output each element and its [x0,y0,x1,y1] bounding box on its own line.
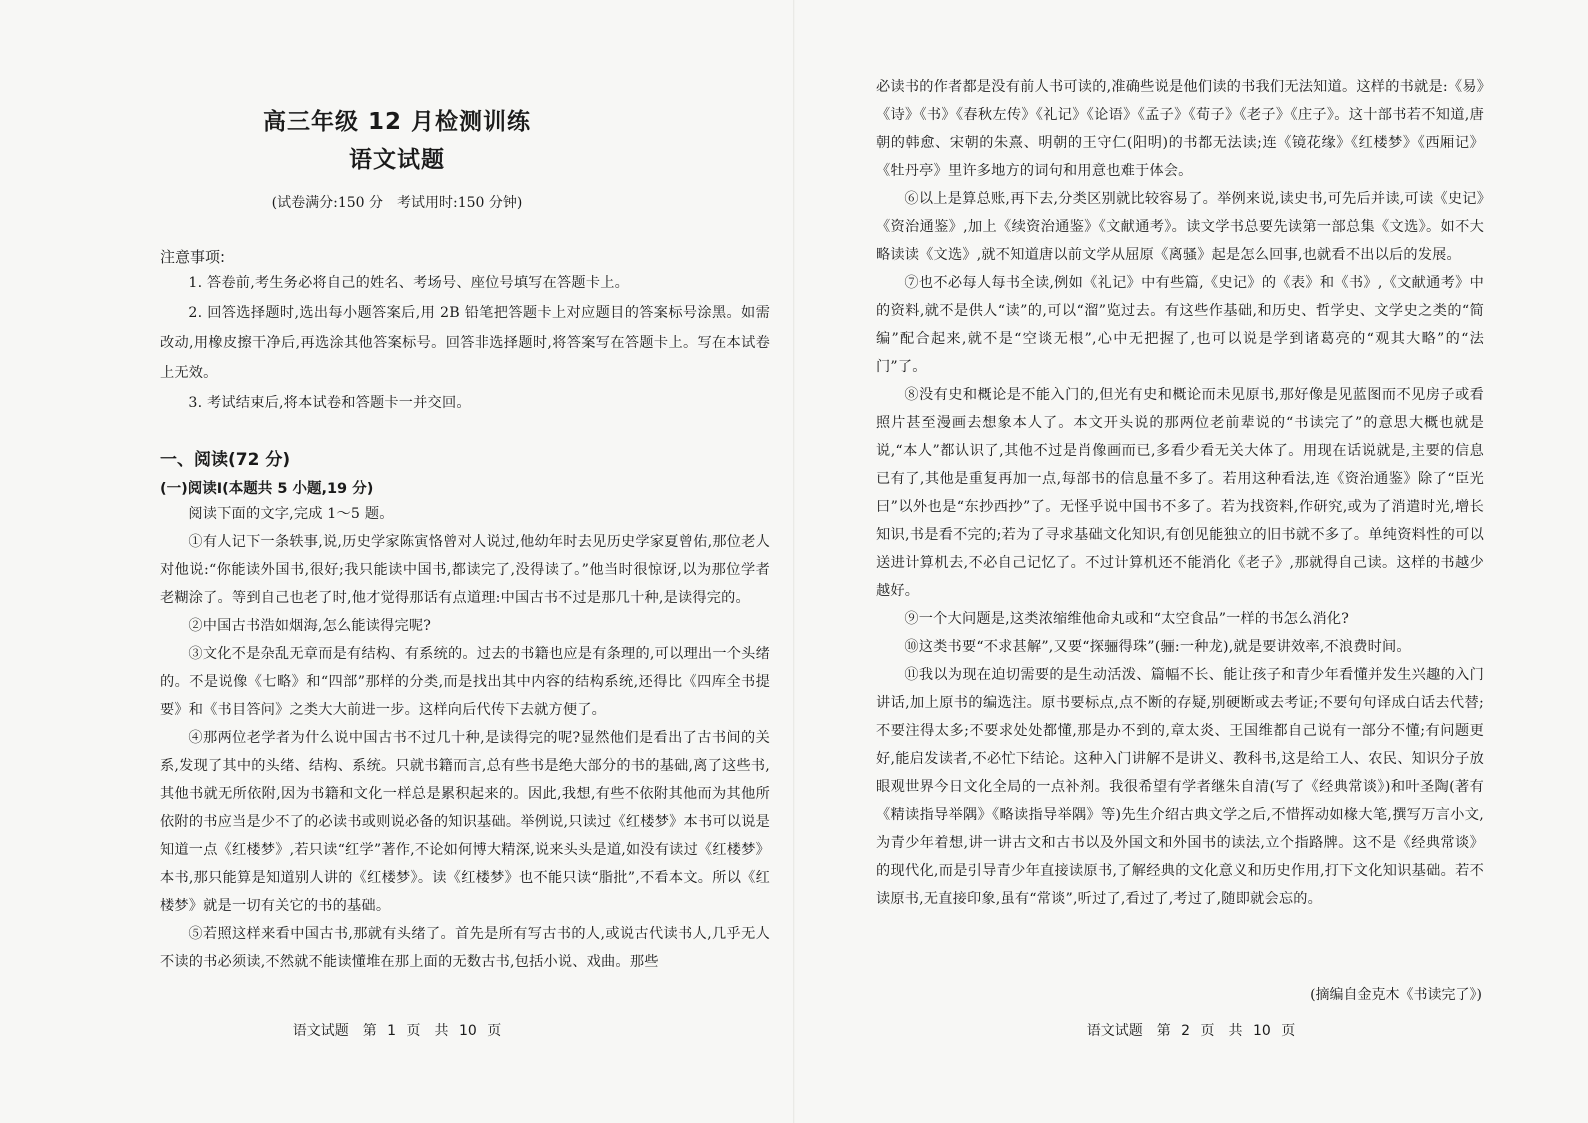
passage-paragraph: ⑪我以为现在迫切需要的是生动活泼、篇幅不长、能让孩子和青少年看懂并发生兴趣的入门讲话,加上原书的编选注。原书要标点,点不断的存疑,别硬断或去考证;不要句句译成白话去代替;不要注得太多;不要求处处都懂,那是办不到的,章太炎、王国维都自己说有一部分不懂;有问题更好,能启发读者,不必忙下结论。这种入门讲解不是讲义、教科书,这是给工人、农民、知识分子放眼观世界今日文化全局的一点补剂。我很希望有学者继朱自清(写了《经典常谈》)和叶圣陶(著有《精读指导举隅》《略读指导举隅》等)先生介绍古典文学之后,不惜挥动如椽大笔,撰写万言小文,为青少年着想,讲一讲古文和古书以及外国文和外国书的读法,立个指路牌。这不是《经典常谈》的现代化,而是引导青少年直接读原书,了解经典的文化意义和历史作用,打下文化知识基础。若不读原书,无直接印象,虽有“常谈”,听过了,看过了,考过了,随即就会忘的。 [876,667,1484,907]
notice-title: 注意事项: [160,248,226,266]
section-title: 一、阅读(72 分) [160,450,291,470]
notice-item: 3. 考试结束后,将本试卷和答题卡一并交回。 [188,395,471,411]
notice-item: 2. 回答选择题时,选出每小题答案后,用 2B 铅笔把答题卡上对应题目的答案标号涂黑。如需改动,用橡皮擦干净后,再选涂其他答案标号。回答非选择题时,将答案写在答题卡上。写在本试卷上无效。 [160,305,770,381]
exam-subject-title: 语文试题 [349,147,445,173]
page-footer: 语文试题 第 2 页 共 10 页 [1086,1023,1296,1039]
passage-paragraph: ④那两位老学者为什么说中国古书不过几十种,是读得完的呢?显然他们是看出了古书间的关系,发现了其中的头绪、结构、系统。只就书籍而言,总有些书是绝大部分的书的基础,离了这些书,其他书就无所依附,因为书籍和文化一样总是累积起来的。因此,我想,有些不依附其他而为其他所依附的书应当是少不了的必读书或则说必备的知识基础。举例说,只读过《红楼梦》本书可以说是知道一点《红楼梦》,若只读“红学”著作,不论如何博大精深,说来头头是道,如没有读过《红楼梦》本书,那只能算是知道别人讲的《红楼梦》。读《红楼梦》也不能只读“脂批”,不看本文。所以《红楼梦》就是一切有关它的书的基础。 [160,730,770,914]
exam-info: (试卷满分:150 分 考试用时:150 分钟) [271,195,523,211]
passage-paragraph: ⑧没有史和概论是不能入门的,但光有史和概论而未见原书,那好像是见蓝图而不见房子或看照片甚至漫画去想象本人了。本文开头说的那两位老前辈说的“书读完了”的意思大概也就是说,“本人”都认识了,其他不过是肖像画而已,多看少看无关大体了。用现在话说就是,主要的信息已有了,其他是重复再加一点,每部书的信息量不多了。若用这种看法,连《资治通鉴》除了“臣光曰”以外也是“东抄西抄”了。无怪乎说中国书不多了。若为找资料,作研究,或为了消遣时光,增长知识,书是看不完的;若为了寻求基础文化知识,有创见能独立的旧书就不多了。单纯资料性的可以送进计算机去,不必自己记忆了。不过计算机还不能消化《老子》,那就得自己读。这样的书越少越好。 [876,387,1484,599]
exam-title: 高三年级 12 月检测训练 [262,109,532,135]
passage-paragraph: ⑦也不必每人每书全读,例如《礼记》中有些篇,《史记》的《表》和《书》,《文献通考》中的资料,就不是供人“读”的,可以“溜”览过去。有这些作基础,和历史、哲学史、文学史之类的“简编”配合起来,就不是“空谈无根”,心中无把握了,也可以说是学到诸葛亮的“观其大略”的“法门”了。 [876,275,1484,375]
notice-list [160,268,770,418]
passage-paragraph: ③文化不是杂乱无章而是有结构、有系统的。过去的书籍也应是有条理的,可以理出一个头绪的。不是说像《七略》和“四部”那样的分类,而是找出其中内容的结构系统,还得比《四库全书提要》和《书目答问》之类大大前进一步。这样向后代传下去就方便了。 [160,646,770,718]
page-footer: 语文试题 第 1 页 共 10 页 [292,1023,502,1039]
passage-paragraph: ⑤若照这样来看中国古书,那就有头绪了。首先是所有写古书的人,或说古代读书人,几乎无人不读的书必须读,不然就不能读懂堆在那上面的无数古书,包括小说、戏曲。那些 [160,926,770,970]
instruction: 阅读下面的文字,完成 1～5 题。 [188,506,394,522]
passage-paragraph: ①有人记下一条轶事,说,历史学家陈寅恪曾对人说过,他幼年时去见历史学家夏曾佑,那位老人对他说:“你能读外国书,很好;我只能读中国书,都读完了,没得读了。”他当时很惊讶,以为那位学者老糊涂了。等到自己也老了时,他才觉得那话有点道理:中国古书不过是那几十种,是读得完的。 [160,534,770,606]
passage-paragraph: 必读书的作者都是没有前人书可读的,准确些说是他们读的书我们无法知道。这样的书就是:《易》《诗》《书》《春秋左传》《礼记》《论语》《孟子》《荀子》《老子》《庄子》。这十部书若不知道,唐朝的韩愈、宋朝的朱熹、明朝的王守仁(阳明)的书都无法读;连《镜花缘》《红楼梦》《西厢记》《牡丹亭》里许多地方的词句和用意也难于体会。 [876,79,1484,179]
source-citation: (摘编自金克木《书读完了》) [1310,987,1482,1003]
passage-paragraph: ②中国古书浩如烟海,怎么能读得完呢? [188,618,432,634]
passage-paragraph: ⑩这类书要“不求甚解”,又要“探骊得珠”(骊:一种龙),就是要讲效率,不浪费时间。 [904,639,1411,655]
page-right [794,0,1588,1123]
passage-paragraph: ⑨一个大问题是,这类浓缩维他命丸或和“太空食品”一样的书怎么消化? [904,611,1350,627]
reading-passage-part2 [876,73,1484,913]
notice-item: 1. 答卷前,考生务必将自己的姓名、考场号、座位号填写在答题卡上。 [188,275,629,291]
subsection-title: (一)阅读Ⅰ(本题共 5 小题,19 分) [160,481,374,497]
passage-paragraph: ⑥以上是算总账,再下去,分类区别就比较容易了。举例来说,读史书,可先后并读,可读《史记》《资治通鉴》,加上《续资治通鉴》《文献通考》。读文学书总要先读第一部总集《文选》。如不大略读读《文选》,就不知道唐以前文学从屈原《离骚》起是怎么回事,也就看不出以后的发展。 [876,191,1484,263]
reading-passage-part1 [160,500,770,976]
